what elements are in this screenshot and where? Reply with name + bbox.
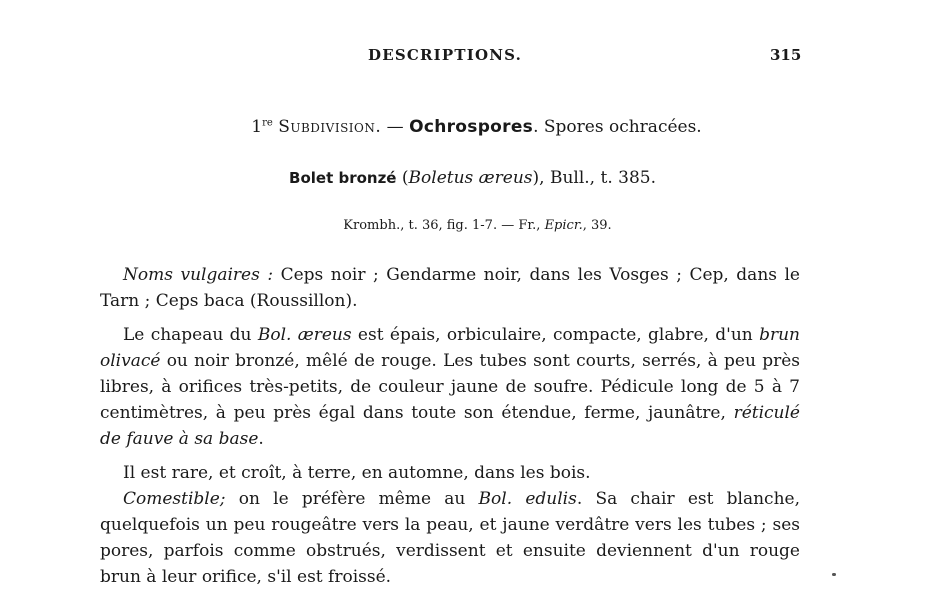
running-title: DESCRIPTIONS. xyxy=(368,46,523,64)
species-latin-name: Boletus æreus xyxy=(408,168,533,188)
edibility-species-ref: Bol. edulis xyxy=(478,489,577,509)
paragraph-description xyxy=(100,322,800,452)
subdivision-heading xyxy=(0,117,945,137)
subdivision-dash: — xyxy=(381,117,410,137)
description-base: réticulé de fauve à sa base xyxy=(100,403,800,449)
references-part2: , 39. xyxy=(582,218,612,233)
references-part1: Krombh., t. 36, fig. 1-7. — Fr., xyxy=(343,218,545,233)
paragraph-habitat xyxy=(100,460,800,486)
subdivision-group: Ochrospores xyxy=(409,117,534,137)
edibility-text-c: . Sa chair est blanche, quelquefois un peu rougeâtre vers la peau, et jaune verdâtre vers les tubes ; ses pores, parfois comme obstrués, verdissent et ensuite deviennent d'un rouge brun à leur orifice, s'il est froissé. xyxy=(100,489,800,587)
subdivision-ordinal-suffix: re xyxy=(262,117,273,129)
common-names-text: Ceps noir ; Gendarme noir, dans les Vosges ; Cep, dans le Tarn ; Ceps baca (Roussillon). xyxy=(100,265,800,311)
description-color: brun olivacé xyxy=(100,325,800,371)
description-text-g: . xyxy=(258,429,264,449)
print-speck xyxy=(832,573,836,576)
description-text-e: ou noir bronzé, mêlé de rouge. Les tubes sont courts, serrés, à peu près libres, à orifices très-petits, de couleur jaune de soufre. Pédicule long de 5 à 7 centimètres, à peu près égal dans toute son étendue, ferme, jaunâtre, xyxy=(100,351,800,423)
description-text-a: Le chapeau du xyxy=(123,325,258,345)
common-names-label: Noms vulgaires : xyxy=(123,265,274,285)
description-body xyxy=(100,262,800,598)
description-text-c: est épais, orbiculaire, compacte, glabre, d'un xyxy=(351,325,760,345)
species-authority: ), Bull., t. 385. xyxy=(532,168,656,188)
species-french-name: Bolet bronzé xyxy=(289,169,397,187)
page-number: 315 xyxy=(770,46,802,64)
paragraph-common-names xyxy=(100,262,800,314)
species-heading xyxy=(0,168,945,188)
running-head xyxy=(0,46,945,66)
references-line xyxy=(0,218,945,233)
references-work: Epicr. xyxy=(544,218,583,233)
edibility-label: Comestible; xyxy=(123,489,226,509)
subdivision-description: . Spores ochracées. xyxy=(533,117,702,137)
paragraph-edibility xyxy=(100,486,800,590)
habitat-text: Il est rare, et croît, à terre, en automne, dans les bois. xyxy=(123,463,591,483)
description-species-ref: Bol. æreus xyxy=(257,325,352,345)
subdivision-label: Subdivision. xyxy=(278,117,382,137)
subdivision-ordinal: 1 xyxy=(251,117,263,137)
edibility-text-a: on le préfère même au xyxy=(225,489,479,509)
species-open-paren: ( xyxy=(396,168,409,188)
